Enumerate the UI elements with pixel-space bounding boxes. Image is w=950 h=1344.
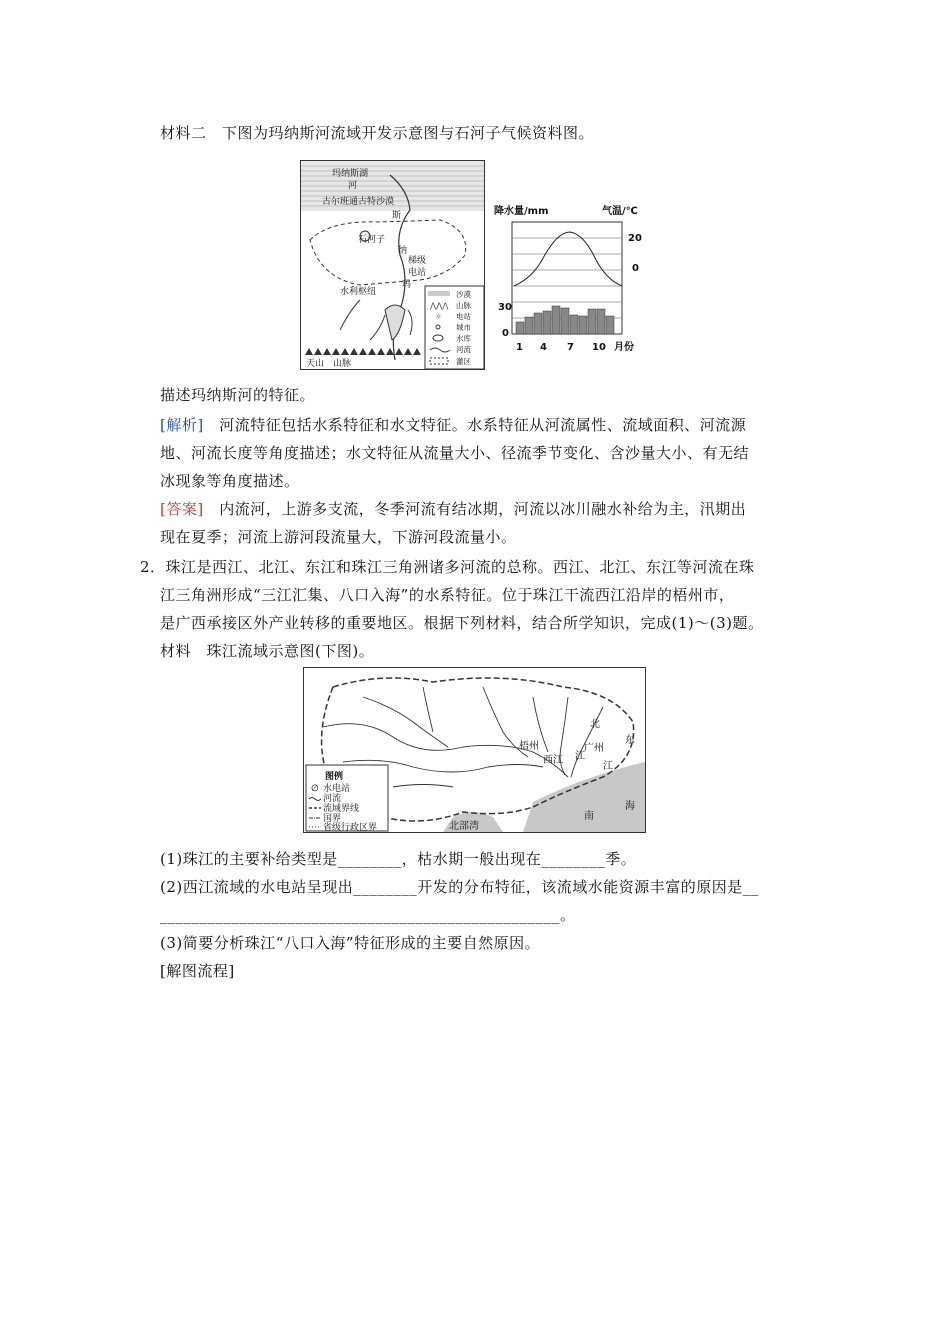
map-label-he: 河 bbox=[348, 181, 358, 191]
precip-tick-30: 30 bbox=[498, 302, 512, 313]
map-label-tianshan: 天山 山脉 bbox=[306, 359, 352, 369]
label-nan: 南 bbox=[584, 811, 594, 822]
legend-mountain: 山脉 bbox=[456, 301, 471, 310]
label-wuzhou: 梧州 bbox=[519, 741, 539, 752]
answer-text-1: 内流河，上游多支流，冬季河流有结冰期，河流以冰川融水补给为主，汛期出 bbox=[203, 500, 747, 518]
label-guangzhou: 广州 bbox=[584, 743, 604, 754]
label-jiang2: 江 bbox=[603, 761, 613, 772]
map-label-shihezi: 石河子 bbox=[358, 235, 386, 245]
svg-text:∅: ∅ bbox=[311, 784, 319, 794]
analysis-line-2: 地、河流长度等角度描述；水文特征从流量大小、径流季节变化、含沙量大小、有无结 bbox=[160, 444, 750, 462]
legend-city: 城市 bbox=[456, 323, 471, 332]
legend-river: 河流 bbox=[456, 345, 471, 354]
map-label-desert: 古尔班通古特沙漠 bbox=[322, 197, 395, 207]
legend-reservoir: 水库 bbox=[456, 334, 471, 343]
legend-river2: 河流 bbox=[323, 794, 342, 804]
sub-question-1: (1)珠江的主要补给类型是________，枯水期一般出现在________季。 bbox=[160, 850, 637, 868]
label-bei: 北 bbox=[590, 719, 600, 730]
answer-tag: [答案] bbox=[160, 500, 204, 518]
sub-question-2a: (2)西江流域的水电站呈现出________开发的分布特征，该流域水能资源丰富的原因是__ bbox=[160, 878, 759, 896]
flow-heading: [解图流程] bbox=[160, 962, 235, 980]
legend-desert: 沙漠 bbox=[456, 290, 471, 299]
legend-station: 电站 bbox=[456, 312, 471, 321]
label-xijiang: 西江 bbox=[543, 755, 563, 766]
sub-question-3: (3)简要分析珠江“八口入海”特征形成的主要自然原因。 bbox=[160, 934, 541, 952]
svg-text:⋀⋀⋀: ⋀⋀⋀ bbox=[430, 301, 449, 310]
answer-line-2: 现在夏季；河流上游河段流量大，下游河段流量小。 bbox=[160, 528, 517, 546]
map-label-shuili: 水利枢纽 bbox=[340, 287, 377, 297]
analysis-text-1: 河流特征包括水系特征和水文特征。水系特征从河流属性、流域面积、河流源 bbox=[203, 416, 747, 434]
legend-basin-boundary: 流域界线 bbox=[323, 804, 360, 814]
svg-text:☼: ☼ bbox=[435, 312, 442, 321]
temp-tick-0: 0 bbox=[632, 263, 639, 274]
analysis-line-1 bbox=[160, 414, 746, 435]
map-label-tiji: 梯级 bbox=[408, 256, 427, 266]
map-label-lake: 玛纳斯湖 bbox=[332, 169, 369, 179]
precip-axis-label: 降水量/mm bbox=[494, 206, 549, 217]
q2-line-4: 材料 珠江流域示意图(下图)。 bbox=[160, 642, 375, 660]
label-jiang1: 江 bbox=[575, 751, 585, 762]
month-tick-10: 10 bbox=[592, 342, 606, 353]
q2-line-2: 江三角洲形成“三江汇集、八口入海”的水系特征。位于珠江干流西江沿岸的梧州市， bbox=[160, 586, 735, 604]
analysis-tag: [解析] bbox=[160, 416, 204, 434]
pearl-river-map bbox=[303, 667, 646, 833]
month-tick-7: 7 bbox=[567, 342, 574, 353]
month-label: 月份 bbox=[614, 342, 634, 353]
label-dong: 东 bbox=[625, 735, 635, 746]
manas-map bbox=[300, 160, 485, 370]
map-label-na: 纳 bbox=[398, 246, 408, 256]
q2-line-3: 是广西承接区外产业转移的重要地区。根据下列材料，结合所学知识，完成(1)～(3)题。 bbox=[160, 614, 764, 632]
map-label-si: 斯 bbox=[392, 211, 402, 221]
sub-question-2b: __________________________________________________。 bbox=[160, 906, 576, 924]
temp-axis-label: 气温/℃ bbox=[602, 206, 638, 217]
map-label-ma: 玛 bbox=[402, 280, 412, 290]
month-tick-1: 1 bbox=[516, 342, 523, 353]
legend-hydro: 水电站 bbox=[323, 784, 351, 794]
legend-title: 图例 bbox=[325, 772, 344, 782]
temp-tick-20: 20 bbox=[628, 233, 642, 244]
legend-provincial-border: 省级行政区界 bbox=[323, 823, 378, 833]
legend-irrigation: 灌区 bbox=[456, 357, 471, 366]
label-beibuwan: 北部湾 bbox=[449, 821, 479, 832]
month-tick-4: 4 bbox=[540, 342, 547, 353]
climate-chart bbox=[492, 198, 652, 358]
material2-intro: 材料二 下图为玛纳斯河流域开发示意图与石河子气候资料图。 bbox=[160, 124, 595, 142]
q2-line-1: 2．珠江是西江、北江、东江和珠江三角洲诸多河流的总称。西江、北江、东江等河流在珠 bbox=[140, 558, 755, 576]
material2-question: 描述玛纳斯河的特征。 bbox=[160, 386, 316, 404]
analysis-line-3: 冰现象等角度描述。 bbox=[160, 472, 300, 490]
legend-national-border: 国界 bbox=[323, 814, 342, 824]
map-label-dianzhan: 电站 bbox=[408, 268, 427, 278]
label-hai: 海 bbox=[625, 801, 635, 812]
precip-tick-0: 0 bbox=[502, 328, 509, 339]
answer-line-1 bbox=[160, 498, 746, 519]
